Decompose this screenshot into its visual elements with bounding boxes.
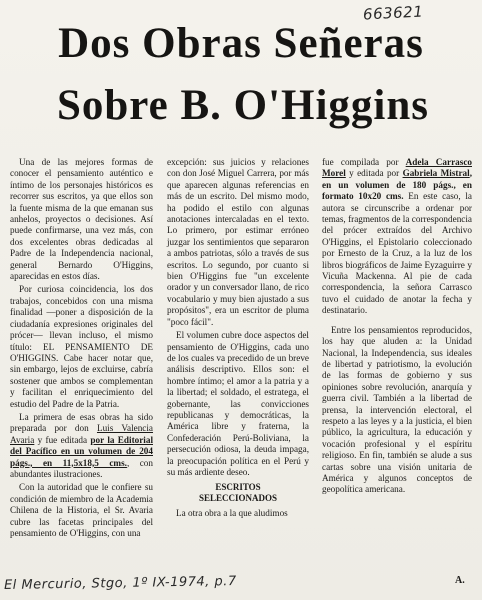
publisher-name: Gabriela Mistral: [402, 168, 470, 179]
headline-line-1: Dos Obras Señeras: [58, 20, 424, 67]
paragraph: El volumen cubre doce aspectos del pensamiento de O'Higgins, cada uno de los cuales va precedido de un breve análisis descriptivo. Ellos son: el hombre íntimo; el amor a la patria y a la libertad; el soldado, el estratega, el gobernante, las convicciones republicanas y democráticas, la América libre y fraterna, la Confederación Perú-Boliviana, la persecución odiosa, la deuda impaga, la preocupación política en el Perú y su más ardiente deseo.: [167, 330, 309, 477]
publication-details: por la Editorial del Pacífico en un volumen de 204 págs., en 11,5x18,5 cms.: [10, 434, 153, 468]
paragraph: Una de las mejores formas de conocer el pensamiento auténtico e íntimo de los personajes históricos es recorrer sus escritos, ya que ellos son la fuente misma de la que emanan sus anhelos, proyectos o decisiones. Así puede confirmarse, una vez más, con dos excelentes obras dedicadas al Padre de la Independencia nacional, general Bernardo O'Higgins, aparecidas en estos días.: [10, 157, 153, 282]
publication-details: , en un volumen de 180 págs., en formato 10x20 cms.: [322, 168, 472, 202]
article-column-3: [322, 157, 472, 496]
paragraph: Entre los pensamientos reproducidos, los hay que aluden a: la Unidad Nacional, la Independencia, sus ideales de libertad y patriotismo, la evolución de las formas de gobierno y sus opiniones sobre revolución, anarquía y guerra civil. También a la libertad de prensa, la intervención electoral, el respeto a las leyes y a la justicia, el bien público, la agricultura, la educación y vocación profesional y el espíritu religioso. En fin, también se alude a sus cartas sobre una visión unitaria de América y algunos conceptos de geopolítica americana.: [322, 324, 472, 495]
paragraph: fue compilada por Adela Carrasco Morel y editada por Gabriela Mistral, en un volumen de 180 págs., en formato 10x20 cms. En este caso, la autora se circunscribe a ordenar por temas, fragmentos de la correspondencia del prócer extraídos del Archivo O'Higgins, el Epistolario coleccionado por Ernesto de la Cruz, a la luz de los libros biográficos de Jaime Eyzaguirre y Vicuña Mackenna. Al pie de cada correspondencia, la señora Carrasco tuvo el cuidado de anotar la fecha y destinatario.: [322, 157, 472, 316]
source-handwritten-note: El Mercurio, Stgo, 1º IX-1974, p.7: [3, 573, 237, 594]
headline-line-2: Sobre B. O'Higgins: [56, 82, 430, 129]
paragraph: Por curiosa coincidencia, los dos trabajos, concebidos con una misma finalidad —poner a disposición de la ciudadanía expresiones originales del prócer— llevan incluso, el mismo título: EL PENSAMIENTO DE O'HIGGINS. Cabe hacer notar que, sin embargo, lejos de excluirse, cabría sostener que ambos se complementan y facilitan el enriquecimiento del estudio del Padre de la Patria.: [10, 284, 153, 409]
paragraph: Con la autoridad que le confiere su condición de miembro de la Academia Chilena de la Historia, el Sr. Avaria cubre las facetas principales del pensamiento de O'Higgins, con una: [10, 482, 153, 538]
paragraph: La otra obra a la que aludimos: [176, 508, 288, 519]
section-subheading: ESCRITOS SELECCIONADOS: [198, 482, 278, 504]
article-column-2: [167, 157, 309, 520]
article-column-1: [10, 157, 153, 539]
paragraph: La primera de esas obras ha sido preparada por don Luis Valencia Avaria y fue editada por la Editorial del Pacífico en un volumen de 204 págs., en 11,5x18,5 cms., con abundantes ilustraciones.: [10, 411, 154, 479]
archive-reference-number: 663621: [362, 2, 424, 24]
author-name: Luis Valencia Avaria: [10, 423, 154, 445]
compiler-name: Adela Carrasco Morel: [322, 157, 472, 179]
author-signature: A.: [455, 575, 465, 586]
paragraph: excepción: sus juicios y relaciones con don José Miguel Carrera, por más que aparecen algunas referencias en más de un escrito. Del mismo modo, ha podido el estilo con algunas anotaciones intercaladas en el texto. Lo primero, por estimar erróneo juzgar los sentimientos que separaron a ambos patriotas, sólo a través de sus escritos. Lo segundo, por cuanto si bien O'Higgins fue "un excelente orador y un conversador llano, de rico vocabulario y muy bien ajustado a sus propósitos", era un escritor de pluma "poco fácil".: [167, 157, 309, 327]
